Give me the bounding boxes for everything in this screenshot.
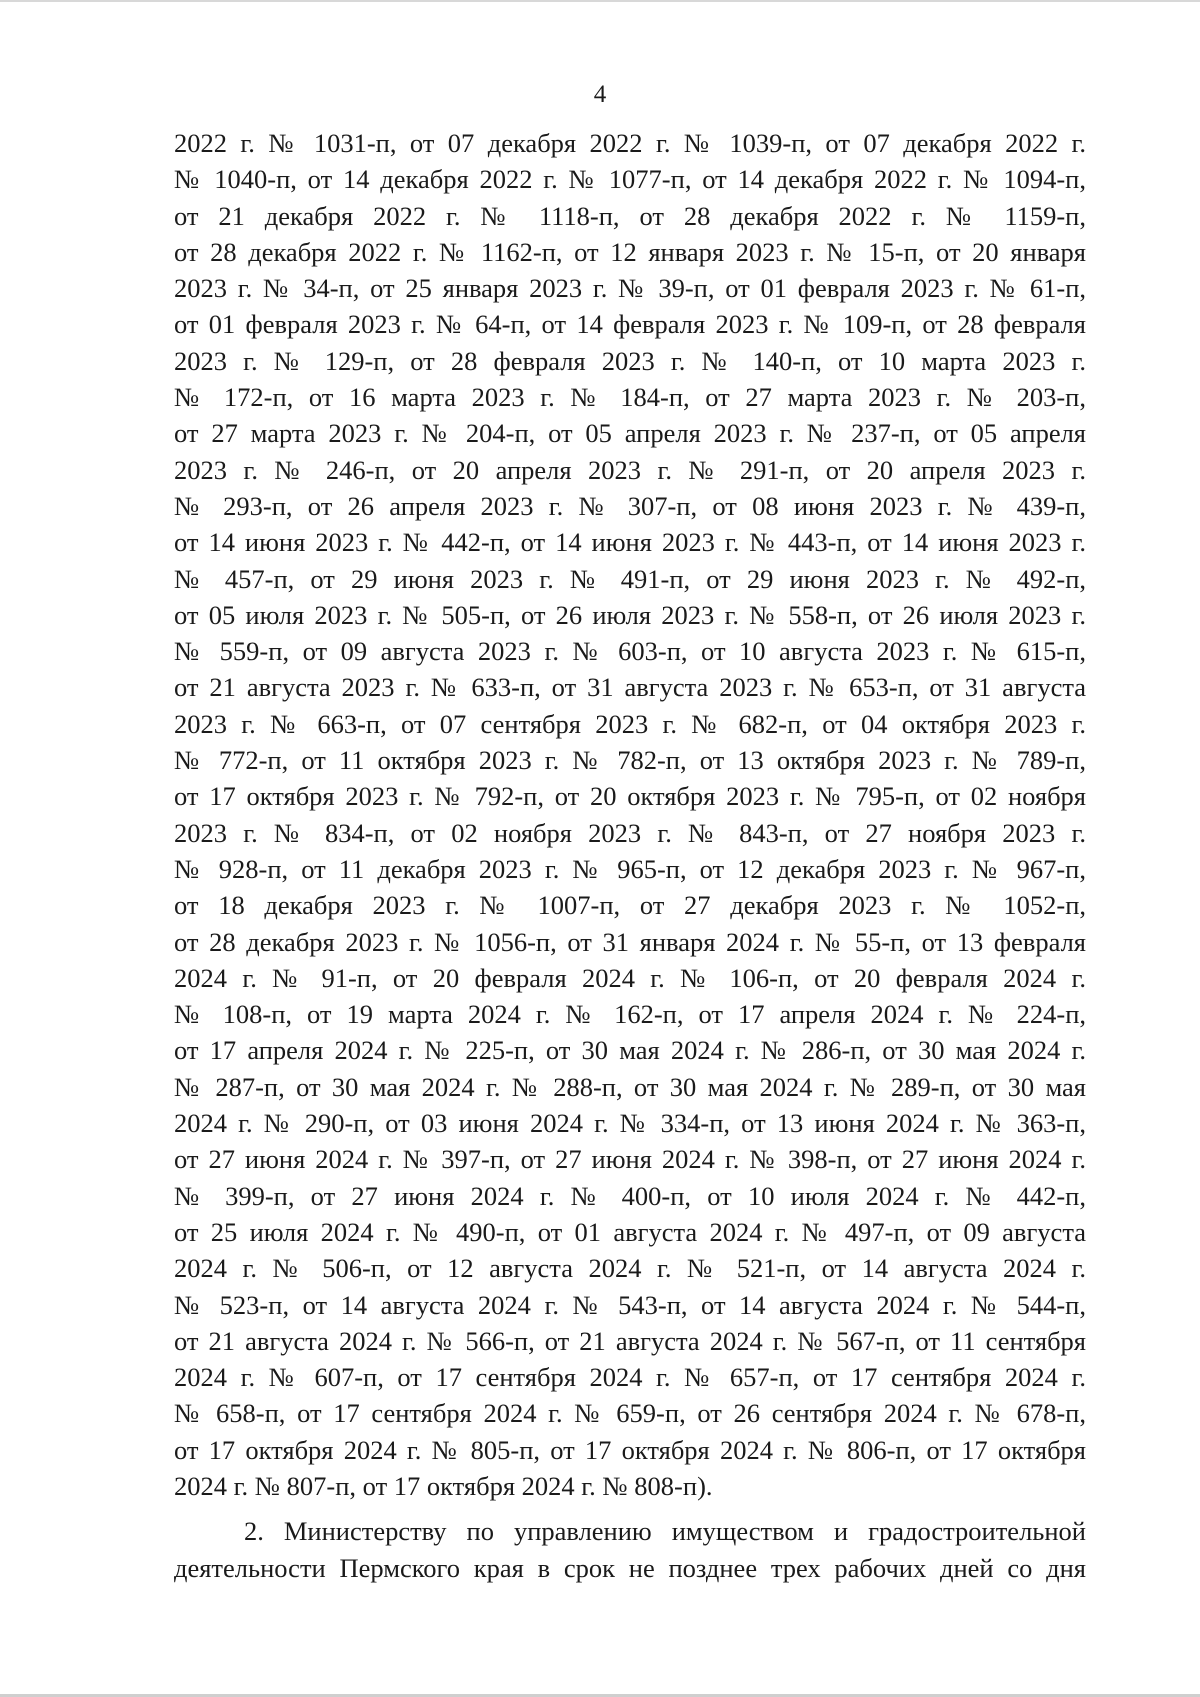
paragraph-amendments-list [174,125,1086,1504]
text-line: 2023 г. № 246-п, от 20 апреля 2023 г. № 291-п, от 20 апреля 2023 г. [174,454,1086,485]
text-line: от 27 июня 2024 г. № 397-п, от 27 июня 2024 г. № 398-п, от 27 июня 2024 г. [174,1144,1086,1175]
text-line: от 05 июля 2023 г. № 505-п, от 26 июля 2023 г. № 558-п, от 26 июля 2023 г. [174,599,1086,630]
text-line: от 28 декабря 2022 г. № 1162-п, от 12 января 2023 г. № 15-п, от 20 января [174,236,1086,267]
text-line: 2024 г. № 91-п, от 20 февраля 2024 г. № 106-п, от 20 февраля 2024 г. [174,962,1086,993]
page-number: 4 [593,81,607,108]
text-line: 2023 г. № 34-п, от 25 января 2023 г. № 39-п, от 01 февраля 2023 г. № 61-п, [174,273,1086,304]
text-line: № 287-п, от 30 мая 2024 г. № 288-п, от 30 мая 2024 г. № 289-п, от 30 мая [174,1071,1086,1102]
scan-top-edge [0,0,1200,2]
text-line: от 17 октября 2023 г. № 792-п, от 20 октября 2023 г. № 795-п, от 02 ноября [174,781,1086,812]
paragraph-gap [174,1504,1086,1513]
text-line: 2024 г. № 506-п, от 12 августа 2024 г. № 521-п, от 14 августа 2024 г. [174,1253,1086,1284]
text-line: № 399-п, от 27 июня 2024 г. № 400-п, от 10 июля 2024 г. № 442-п, [174,1180,1086,1211]
text-line: от 27 марта 2023 г. № 204-п, от 05 апреля 2023 г. № 237-п, от 05 апреля [174,418,1086,449]
text-line: 2023 г. № 663-п, от 07 сентября 2023 г. № 682-п, от 04 октября 2023 г. [174,708,1086,739]
text-line: от 01 февраля 2023 г. № 64-п, от 14 февраля 2023 г. № 109-п, от 28 февраля [174,309,1086,340]
text-line: от 25 июля 2024 г. № 490-п, от 01 августа 2024 г. № 497-п, от 09 августа [174,1216,1086,1247]
text-line: от 18 декабря 2023 г. № 1007-п, от 27 декабря 2023 г. № 1052-п, [174,890,1086,921]
text-line: № 293-п, от 26 апреля 2023 г. № 307-п, от 08 июня 2023 г. № 439-п, [174,490,1086,521]
text-line: № 523-п, от 14 августа 2024 г. № 543-п, от 14 августа 2024 г. № 544-п, [174,1289,1086,1320]
text-line: от 21 августа 2023 г. № 633-п, от 31 августа 2023 г. № 653-п, от 31 августа [174,672,1086,703]
text-line: от 14 июня 2023 г. № 442-п, от 14 июня 2023 г. № 443-п, от 14 июня 2023 г. [174,527,1086,558]
text-line: № 928-п, от 11 декабря 2023 г. № 965-п, от 12 декабря 2023 г. № 967-п, [174,853,1086,884]
text-line: от 17 апреля 2024 г. № 225-п, от 30 мая 2024 г. № 286-п, от 30 мая 2024 г. [174,1035,1086,1066]
text-line: от 21 августа 2024 г. № 566-п, от 21 августа 2024 г. № 567-п, от 11 сентября [174,1325,1086,1356]
text-line: № 108-п, от 19 марта 2024 г. № 162-п, от 17 апреля 2024 г. № 224-п, [174,999,1086,1030]
text-line: 2. Министерству по управлению имуществом и градостроительной [244,1516,1086,1547]
text-line: 2024 г. № 607-п, от 17 сентября 2024 г. № 657-п, от 17 сентября 2024 г. [174,1362,1086,1393]
text-line: от 21 декабря 2022 г. № 1118-п, от 28 декабря 2022 г. № 1159-п, [174,200,1086,231]
text-line: 2024 г. № 807-п, от 17 октября 2024 г. № 808-п). [174,1470,713,1501]
text-line: деятельности Пермского края в срок не позднее трех рабочих дней со дня [174,1552,1086,1583]
text-line: 2023 г. № 834-п, от 02 ноября 2023 г. № 843-п, от 27 ноября 2023 г. [174,817,1086,848]
text-line: № 559-п, от 09 августа 2023 г. № 603-п, от 10 августа 2023 г. № 615-п, [174,636,1086,667]
text-line: № 457-п, от 29 июня 2023 г. № 491-п, от 29 июня 2023 г. № 492-п, [174,563,1086,594]
document-body [174,125,1086,1586]
text-line: № 772-п, от 11 октября 2023 г. № 782-п, от 13 октября 2023 г. № 789-п, [174,745,1086,776]
text-line: № 658-п, от 17 сентября 2024 г. № 659-п, от 26 сентября 2024 г. № 678-п, [174,1398,1086,1429]
paragraph-2 [174,1513,1086,1586]
text-line: № 172-п, от 16 марта 2023 г. № 184-п, от 27 марта 2023 г. № 203-п, [174,382,1086,413]
text-line: от 17 октября 2024 г. № 805-п, от 17 октября 2024 г. № 806-п, от 17 октября [174,1434,1086,1465]
text-line: от 28 декабря 2023 г. № 1056-п, от 31 января 2024 г. № 55-п, от 13 февраля [174,926,1086,957]
text-line: № 1040-п, от 14 декабря 2022 г. № 1077-п, от 14 декабря 2022 г. № 1094-п, [174,164,1086,195]
text-line: 2023 г. № 129-п, от 28 февраля 2023 г. № 140-п, от 10 марта 2023 г. [174,345,1086,376]
text-line: 2024 г. № 290-п, от 03 июня 2024 г. № 334-п, от 13 июня 2024 г. № 363-п, [174,1108,1086,1139]
text-line: 2022 г. № 1031-п, от 07 декабря 2022 г. № 1039-п, от 07 декабря 2022 г. [174,128,1086,158]
